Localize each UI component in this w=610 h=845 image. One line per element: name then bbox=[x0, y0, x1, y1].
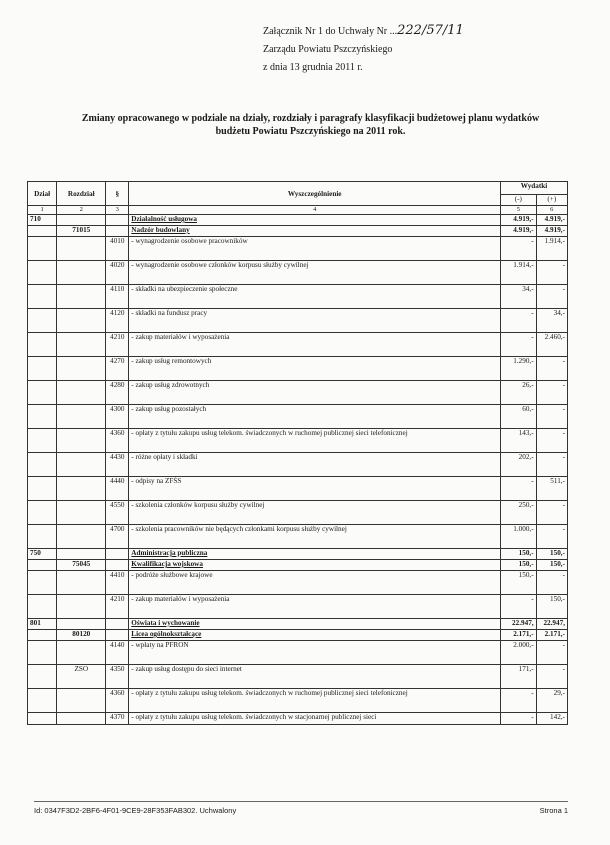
paragraf-description: - zakup materiałów i wyposażenia bbox=[129, 595, 501, 619]
rozdzial-row bbox=[28, 226, 568, 237]
amount-plus: - bbox=[536, 261, 567, 285]
paragraf-row bbox=[28, 237, 568, 261]
rozdzial-row bbox=[28, 630, 568, 641]
document-title bbox=[28, 112, 593, 138]
attachment-line-3: z dnia 13 grudnia 2011 r. bbox=[263, 62, 363, 73]
amount-minus: 143,- bbox=[501, 429, 537, 453]
amount-plus: - bbox=[536, 665, 567, 689]
dzial-row bbox=[28, 215, 568, 226]
header-minus: (-) bbox=[501, 195, 537, 206]
dzial-cell bbox=[28, 237, 57, 261]
paragraf-code: 4270 bbox=[106, 357, 129, 381]
paragraf-description: - odpisy na ZFŚS bbox=[129, 477, 501, 501]
dzial-cell bbox=[28, 405, 57, 429]
dzial-cell bbox=[28, 689, 57, 713]
rozdzial-cell bbox=[57, 309, 106, 333]
amount-minus: 1.914,- bbox=[501, 261, 537, 285]
rozdzial-cell bbox=[57, 571, 106, 595]
rozdzial-cell bbox=[57, 477, 106, 501]
dzial-cell bbox=[28, 261, 57, 285]
paragraf-code: 4410 bbox=[106, 571, 129, 595]
amount-plus: - bbox=[536, 453, 567, 477]
footer-divider bbox=[34, 801, 568, 802]
amount-plus: - bbox=[536, 405, 567, 429]
paragraf-row bbox=[28, 689, 568, 713]
header-wyszczegolnienie: Wyszczególnienie bbox=[129, 182, 501, 206]
rozdzial-cell bbox=[57, 525, 106, 549]
paragraf-cell bbox=[106, 226, 129, 237]
dzial-cell bbox=[28, 595, 57, 619]
rozdzial-cell bbox=[57, 237, 106, 261]
column-number: 1 bbox=[28, 206, 57, 215]
paragraf-description: - szkolenia członków korpusu służby cywilnej bbox=[129, 501, 501, 525]
paragraf-description: - składki na ubezpieczenie społeczne bbox=[129, 285, 501, 309]
paragraf-description: - zakup usług pozostałych bbox=[129, 405, 501, 429]
dzial-cell bbox=[28, 357, 57, 381]
paragraf-code: 4300 bbox=[106, 405, 129, 429]
dzial-code: 710 bbox=[28, 215, 57, 226]
paragraf-description: - podróże służbowe krajowe bbox=[129, 571, 501, 595]
amount-minus: 22.947, bbox=[501, 619, 537, 630]
rozdzial-cell bbox=[57, 215, 106, 226]
amount-minus: 150,- bbox=[501, 560, 537, 571]
attachment-header bbox=[263, 22, 464, 77]
amount-plus: 22.947, bbox=[536, 619, 567, 630]
rozdzial-name: Kwalifikacja wojskowa bbox=[129, 560, 501, 571]
paragraf-code: 4280 bbox=[106, 381, 129, 405]
dzial-cell bbox=[28, 630, 57, 641]
dzial-name: Działalność usługowa bbox=[129, 215, 501, 226]
header-wydatki: Wydatki bbox=[501, 182, 568, 195]
page-number: Strona 1 bbox=[539, 806, 568, 815]
paragraf-description: - opłaty z tytułu zakupu usług telekom. świadczonych w ruchomej publicznej sieci telefonicznej bbox=[129, 429, 501, 453]
dzial-cell bbox=[28, 525, 57, 549]
amount-minus: - bbox=[501, 309, 537, 333]
header-dzial: Dział bbox=[28, 182, 57, 206]
paragraf-code: 4140 bbox=[106, 641, 129, 665]
dzial-cell bbox=[28, 665, 57, 689]
dzial-cell bbox=[28, 381, 57, 405]
column-number: 4 bbox=[129, 206, 501, 215]
paragraf-description: - wpłaty na PFRON bbox=[129, 641, 501, 665]
paragraf-cell bbox=[106, 549, 129, 560]
column-number: 5 bbox=[501, 206, 537, 215]
amount-plus: 2.460,- bbox=[536, 333, 567, 357]
paragraf-row bbox=[28, 453, 568, 477]
dzial-row bbox=[28, 619, 568, 630]
amount-minus: 34,- bbox=[501, 285, 537, 309]
dzial-cell bbox=[28, 560, 57, 571]
attachment-line-2: Zarządu Powiatu Pszczyńskiego bbox=[263, 44, 393, 55]
paragraf-description: - wynagrodzenie osobowe członków korpusu służby cywilnej bbox=[129, 261, 501, 285]
dzial-cell bbox=[28, 285, 57, 309]
amount-minus: 4.919,- bbox=[501, 215, 537, 226]
amount-plus: 4.919,- bbox=[536, 226, 567, 237]
paragraf-code: 4350 bbox=[106, 665, 129, 689]
header-paragraf: § bbox=[106, 182, 129, 206]
rozdzial-code: 75045 bbox=[57, 560, 106, 571]
amount-plus: - bbox=[536, 429, 567, 453]
amount-minus: - bbox=[501, 689, 537, 713]
rozdzial-cell bbox=[57, 381, 106, 405]
paragraf-description: - opłaty z tytułu zakupu usług telekom. świadczonych w stacjonarnej publicznej sieci bbox=[129, 713, 501, 725]
paragraf-row bbox=[28, 285, 568, 309]
column-number: 3 bbox=[106, 206, 129, 215]
amount-plus: - bbox=[536, 285, 567, 309]
paragraf-code: 4120 bbox=[106, 309, 129, 333]
dzial-name: Oświata i wychowanie bbox=[129, 619, 501, 630]
paragraf-code: 4110 bbox=[106, 285, 129, 309]
amount-minus: 1.290,- bbox=[501, 357, 537, 381]
amount-minus: - bbox=[501, 237, 537, 261]
paragraf-row bbox=[28, 595, 568, 619]
dzial-cell bbox=[28, 226, 57, 237]
dzial-cell bbox=[28, 641, 57, 665]
rozdzial-cell bbox=[57, 429, 106, 453]
column-number: 6 bbox=[536, 206, 567, 215]
rozdzial-cell bbox=[57, 549, 106, 560]
column-number: 2 bbox=[57, 206, 106, 215]
paragraf-description: - różne opłaty i składki bbox=[129, 453, 501, 477]
amount-plus: 150,- bbox=[536, 549, 567, 560]
paragraf-row bbox=[28, 405, 568, 429]
paragraf-code: 4370 bbox=[106, 713, 129, 725]
paragraf-cell bbox=[106, 630, 129, 641]
rozdzial-cell bbox=[57, 261, 106, 285]
paragraf-row bbox=[28, 261, 568, 285]
paragraf-row bbox=[28, 333, 568, 357]
amount-plus: - bbox=[536, 381, 567, 405]
rozdzial-cell bbox=[57, 405, 106, 429]
amount-minus: 250,- bbox=[501, 501, 537, 525]
paragraf-code: 4550 bbox=[106, 501, 129, 525]
amount-minus: 4.919,- bbox=[501, 226, 537, 237]
paragraf-code: 4210 bbox=[106, 595, 129, 619]
paragraf-description: - zakup usług dostępu do sieci internet bbox=[129, 665, 501, 689]
amount-plus: 2.171,- bbox=[536, 630, 567, 641]
paragraf-code: 4700 bbox=[106, 525, 129, 549]
rozdzial-cell bbox=[57, 713, 106, 725]
dzial-cell bbox=[28, 477, 57, 501]
rozdzial-row bbox=[28, 560, 568, 571]
dzial-cell bbox=[28, 429, 57, 453]
paragraf-code: 4020 bbox=[106, 261, 129, 285]
header-plus: (+) bbox=[536, 195, 567, 206]
amount-plus: - bbox=[536, 501, 567, 525]
paragraf-description: - zakup materiałów i wyposażenia bbox=[129, 333, 501, 357]
amount-minus: - bbox=[501, 333, 537, 357]
paragraf-description: - szkolenia pracowników nie będących członkami korpusu służby cywilnej bbox=[129, 525, 501, 549]
paragraf-row bbox=[28, 381, 568, 405]
paragraf-row bbox=[28, 665, 568, 689]
paragraf-row bbox=[28, 571, 568, 595]
amount-minus: 60,- bbox=[501, 405, 537, 429]
paragraf-code: 4360 bbox=[106, 429, 129, 453]
rozdzial-code: 80120 bbox=[57, 630, 106, 641]
handwritten-resolution-number: 222/57/11 bbox=[397, 23, 464, 38]
paragraf-cell bbox=[106, 560, 129, 571]
paragraf-code: 4360 bbox=[106, 689, 129, 713]
dzial-cell bbox=[28, 501, 57, 525]
dzial-name: Administracja publiczna bbox=[129, 549, 501, 560]
rozdzial-cell bbox=[57, 641, 106, 665]
paragraf-description: - zakup usług remontowych bbox=[129, 357, 501, 381]
amount-minus: 1.000,- bbox=[501, 525, 537, 549]
rozdzial-cell bbox=[57, 285, 106, 309]
amount-minus: 2.000,- bbox=[501, 641, 537, 665]
paragraf-cell bbox=[106, 215, 129, 226]
paragraf-code: 4210 bbox=[106, 333, 129, 357]
document-title-line-2: budżetu Powiatu Pszczyńskiego na 2011 rok. bbox=[215, 126, 406, 137]
document-id: Id: 0347F3D2-2BF6-4F01-9CE9-28F353FAB302. Uchwalony bbox=[34, 806, 237, 815]
dzial-cell bbox=[28, 571, 57, 595]
amount-plus: - bbox=[536, 571, 567, 595]
document-title-line-1: Zmiany opracowanego w podziale na działy, rozdziały i paragrafy klasyfikacji budżetowej planu wydatków bbox=[81, 113, 540, 124]
paragraf-description: - zakup usług zdrowotnych bbox=[129, 381, 501, 405]
header-rozdzial: Rozdział bbox=[57, 182, 106, 206]
amount-plus: - bbox=[536, 641, 567, 665]
budget-table-body bbox=[28, 215, 568, 725]
rozdzial-cell bbox=[57, 357, 106, 381]
dzial-code: 750 bbox=[28, 549, 57, 560]
amount-plus: 150,- bbox=[536, 595, 567, 619]
paragraf-row bbox=[28, 525, 568, 549]
amount-minus: 26,- bbox=[501, 381, 537, 405]
amount-plus: 142,- bbox=[536, 713, 567, 725]
dzial-row bbox=[28, 549, 568, 560]
paragraf-row bbox=[28, 501, 568, 525]
amount-plus: 150,- bbox=[536, 560, 567, 571]
rozdzial-name: Nadzór budowlany bbox=[129, 226, 501, 237]
paragraf-row bbox=[28, 309, 568, 333]
rozdzial-cell bbox=[57, 333, 106, 357]
rozdzial-name: Licea ogólnokształcące bbox=[129, 630, 501, 641]
paragraf-cell bbox=[106, 619, 129, 630]
dzial-cell bbox=[28, 333, 57, 357]
amount-plus: 4.919,- bbox=[536, 215, 567, 226]
amount-plus: 29,- bbox=[536, 689, 567, 713]
paragraf-description: - opłaty z tytułu zakupu usług telekom. świadczonych w ruchomej publicznej sieci telefonicznej bbox=[129, 689, 501, 713]
amount-minus: - bbox=[501, 595, 537, 619]
amount-minus: 202,- bbox=[501, 453, 537, 477]
budget-table bbox=[27, 181, 568, 725]
paragraf-row bbox=[28, 713, 568, 725]
paragraf-description: - składki na fundusz pracy bbox=[129, 309, 501, 333]
dzial-cell bbox=[28, 453, 57, 477]
amount-minus: 150,- bbox=[501, 549, 537, 560]
rozdzial-code: 71015 bbox=[57, 226, 106, 237]
amount-minus: 171,- bbox=[501, 665, 537, 689]
attachment-number-label: Załącznik Nr 1 do Uchwały Nr ... bbox=[263, 26, 398, 37]
attachment-line-1 bbox=[263, 22, 464, 41]
dzial-cell bbox=[28, 309, 57, 333]
dzial-code: 801 bbox=[28, 619, 57, 630]
rozdzial-cell bbox=[57, 595, 106, 619]
paragraf-code: 4430 bbox=[106, 453, 129, 477]
amount-plus: 1.914,- bbox=[536, 237, 567, 261]
amount-minus: 2.171,- bbox=[501, 630, 537, 641]
paragraf-row bbox=[28, 477, 568, 501]
paragraf-row bbox=[28, 641, 568, 665]
paragraf-code: 4440 bbox=[106, 477, 129, 501]
zso-label: ZSO bbox=[57, 665, 106, 689]
dzial-cell bbox=[28, 713, 57, 725]
paragraf-row bbox=[28, 357, 568, 381]
amount-minus: - bbox=[501, 477, 537, 501]
rozdzial-cell bbox=[57, 501, 106, 525]
amount-plus: 511,- bbox=[536, 477, 567, 501]
amount-minus: 150,- bbox=[501, 571, 537, 595]
amount-minus: - bbox=[501, 713, 537, 725]
paragraf-row bbox=[28, 429, 568, 453]
amount-plus: - bbox=[536, 525, 567, 549]
rozdzial-cell bbox=[57, 453, 106, 477]
rozdzial-cell bbox=[57, 619, 106, 630]
amount-plus: 34,- bbox=[536, 309, 567, 333]
amount-plus: - bbox=[536, 357, 567, 381]
rozdzial-cell bbox=[57, 689, 106, 713]
paragraf-code: 4010 bbox=[106, 237, 129, 261]
paragraf-description: - wynagrodzenie osobowe pracowników bbox=[129, 237, 501, 261]
